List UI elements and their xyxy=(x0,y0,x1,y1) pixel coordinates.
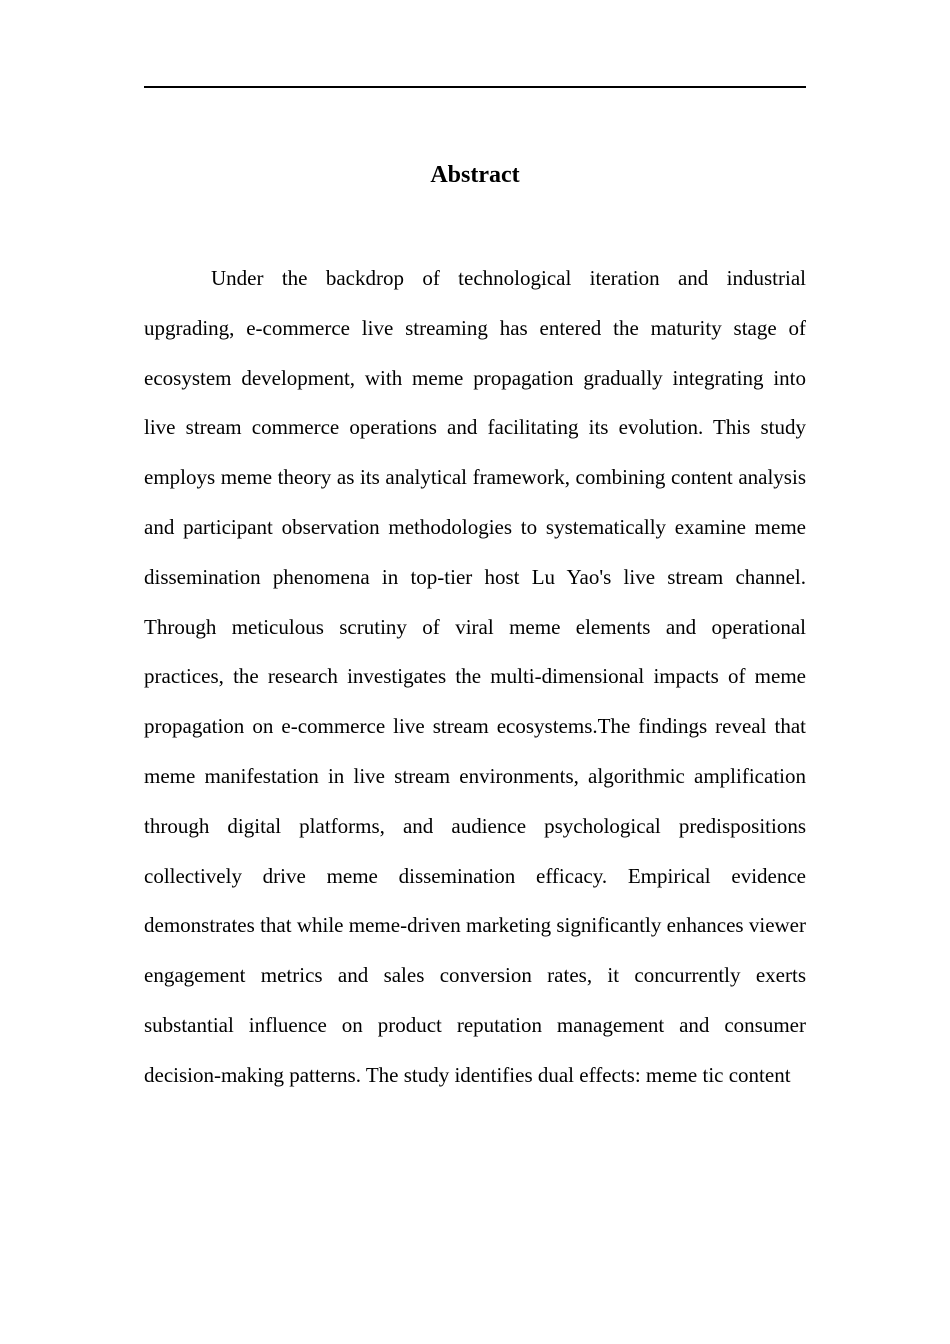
abstract-paragraph: Under the backdrop of technological iteration and industrial upgrading, e-commerce live streaming has entered the maturity stage of ecosystem development, with meme propagation gradually integrating into live stream commerce operations and facilitating its evolution. This study employs meme theory as its analytical framework, combining content analysis and participant observation methodologies to systematically examine meme dissemination phenomena in top-tier host Lu Yao's live stream channel. Through meticulous scrutiny of viral meme elements and operational practices, the research investigates the multi-dimensional impacts of meme propagation on e-commerce live stream ecosystems.The findings reveal that meme manifestation in live stream environments, algorithmic amplification through digital platforms, and audience psychological predispositions collectively drive meme dissemination efficacy. Empirical evidence demonstrates that while meme-driven marketing significantly enhances viewer engagement metrics and sales conversion rates, it concurrently exerts substantial influence on product reputation management and consumer decision-making patterns. The study identifies dual effects: meme tic content xyxy=(144,266,806,1087)
header-rule xyxy=(144,86,806,88)
page-title: Abstract xyxy=(430,162,520,188)
